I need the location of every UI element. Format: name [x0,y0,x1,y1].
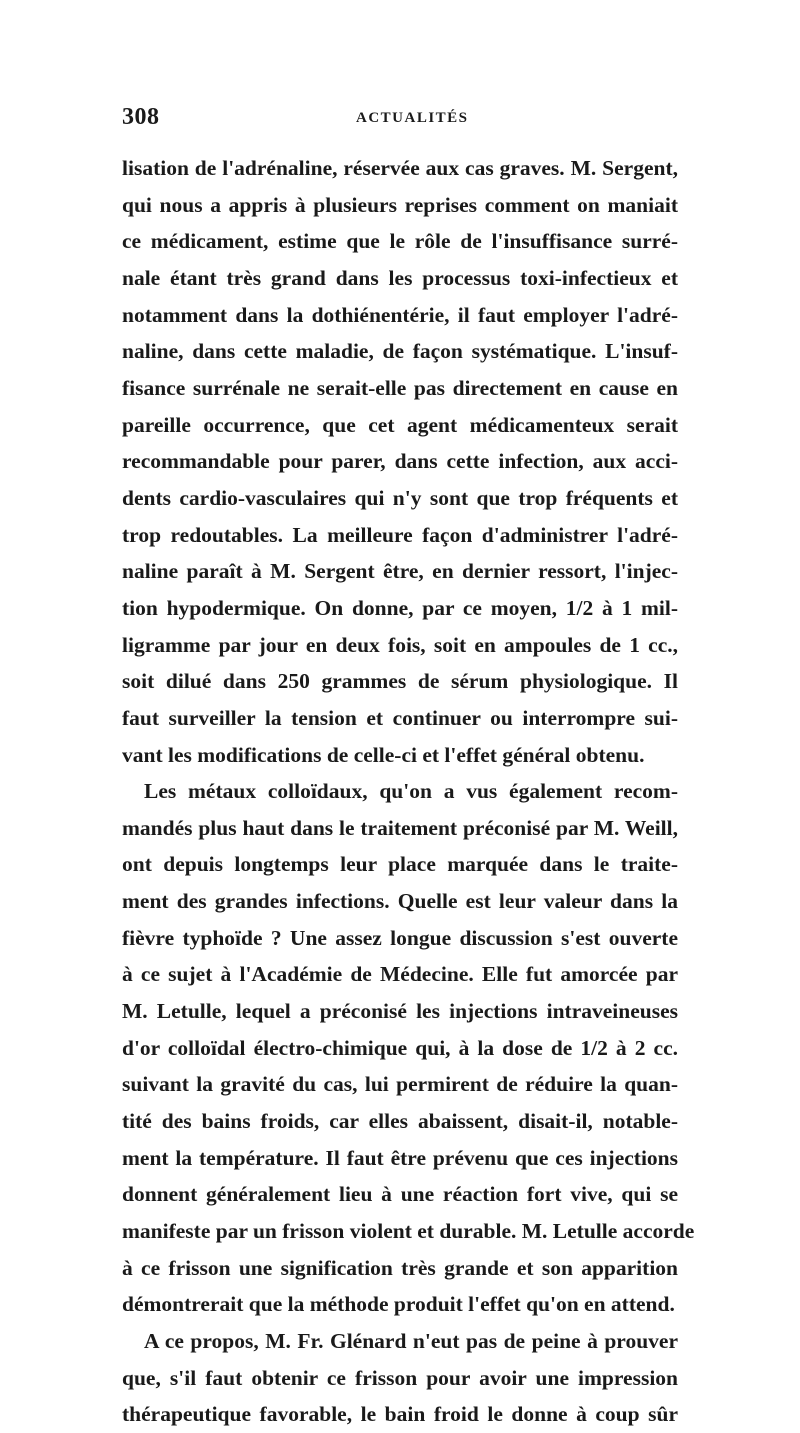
text-line: A ce propos, M. Fr. Glénard n'eut pas de peine à prouver [144,1329,678,1353]
text-line: soit dilué dans 250 grammes de sérum physiologique. Il [122,669,678,694]
text-line: ment la température. Il faut être prévenu que ces injections [122,1145,678,1170]
text-line: à ce frisson une signification très grande et son apparition [122,1255,678,1280]
text-line: tion hypodermique. On donne, par ce moyen, 1/2 à 1 mil- [122,595,678,620]
text-line: M. Letulle, lequel a préconisé les injections intraveineuses [122,999,678,1024]
text-line: ont depuis longtemps leur place marquée dans le traite- [122,852,678,877]
text-line: naline, dans cette maladie, de façon systématique. L'insuf- [122,339,678,364]
text-line: ligramme par jour en deux fois, soit en ampoules de 1 cc., [122,632,678,657]
text-line: démontrerait que la méthode produit l'effet qu'on en attend. [122,1292,675,1317]
text-line: fièvre typhoïde ? Une assez longue discussion s'est ouverte [122,925,678,950]
text-line: dents cardio-vasculaires qui n'y sont que trop fréquents et [122,485,678,510]
text-line: qui nous a appris à plusieurs reprises comment on maniait [122,192,678,217]
text-line: trop redoutables. La meilleure façon d'administrer l'adré- [122,522,678,547]
text-line: nale étant très grand dans les processus toxi-infectieux et [122,265,678,290]
page-header [118,104,684,134]
page-number: 308 [122,104,160,130]
text-line: fisance surrénale ne serait-elle pas directement en cause en [122,375,678,400]
text-line: recommandable pour parer, dans cette infection, aux acci- [122,449,678,474]
text-line: mandés plus haut dans le traitement préconisé par M. Weill, [122,815,678,840]
text-line: suivant la gravité du cas, lui permirent de réduire la quan- [122,1072,678,1097]
running-head: ACTUALITÉS [356,110,469,126]
text-line: tité des bains froids, car elles abaissent, disait-il, notable- [122,1109,678,1134]
text-line: ce médicament, estime que le rôle de l'insuffisance surré- [122,229,678,254]
text-line: naline paraît à M. Sergent être, en dernier ressort, l'injec- [122,559,678,584]
text-line: notamment dans la dothiénentérie, il faut employer l'adré- [122,302,678,327]
text-line: ment des grandes infections. Quelle est leur valeur dans la [122,889,678,914]
text-line: donnent généralement lieu à une réaction fort vive, qui se [122,1182,678,1207]
text-line: à ce sujet à l'Académie de Médecine. Elle fut amorcée par [122,962,678,987]
body-text [122,150,695,1433]
text-line: pareille occurrence, que cet agent médicamenteux serait [122,412,678,437]
text-line: vant les modifications de celle-ci et l'effet général obtenu. [122,742,645,767]
text-line: lisation de l'adrénaline, réservée aux cas graves. M. Sergent, [122,156,678,180]
text-line: faut surveiller la tension et continuer ou interrompre sui- [122,705,678,730]
text-line: manifeste par un frisson violent et durable. M. Letulle accorde [122,1219,695,1244]
text-line: que, s'il faut obtenir ce frisson pour avoir une impression [122,1365,678,1390]
text-line: Les métaux colloïdaux, qu'on a vus également recom- [144,779,678,804]
text-line: d'or colloïdal électro-chimique qui, à la dose de 1/2 à 2 cc. [122,1035,678,1060]
text-line: thérapeutique favorable, le bain froid le donne à coup sûr [122,1402,678,1427]
